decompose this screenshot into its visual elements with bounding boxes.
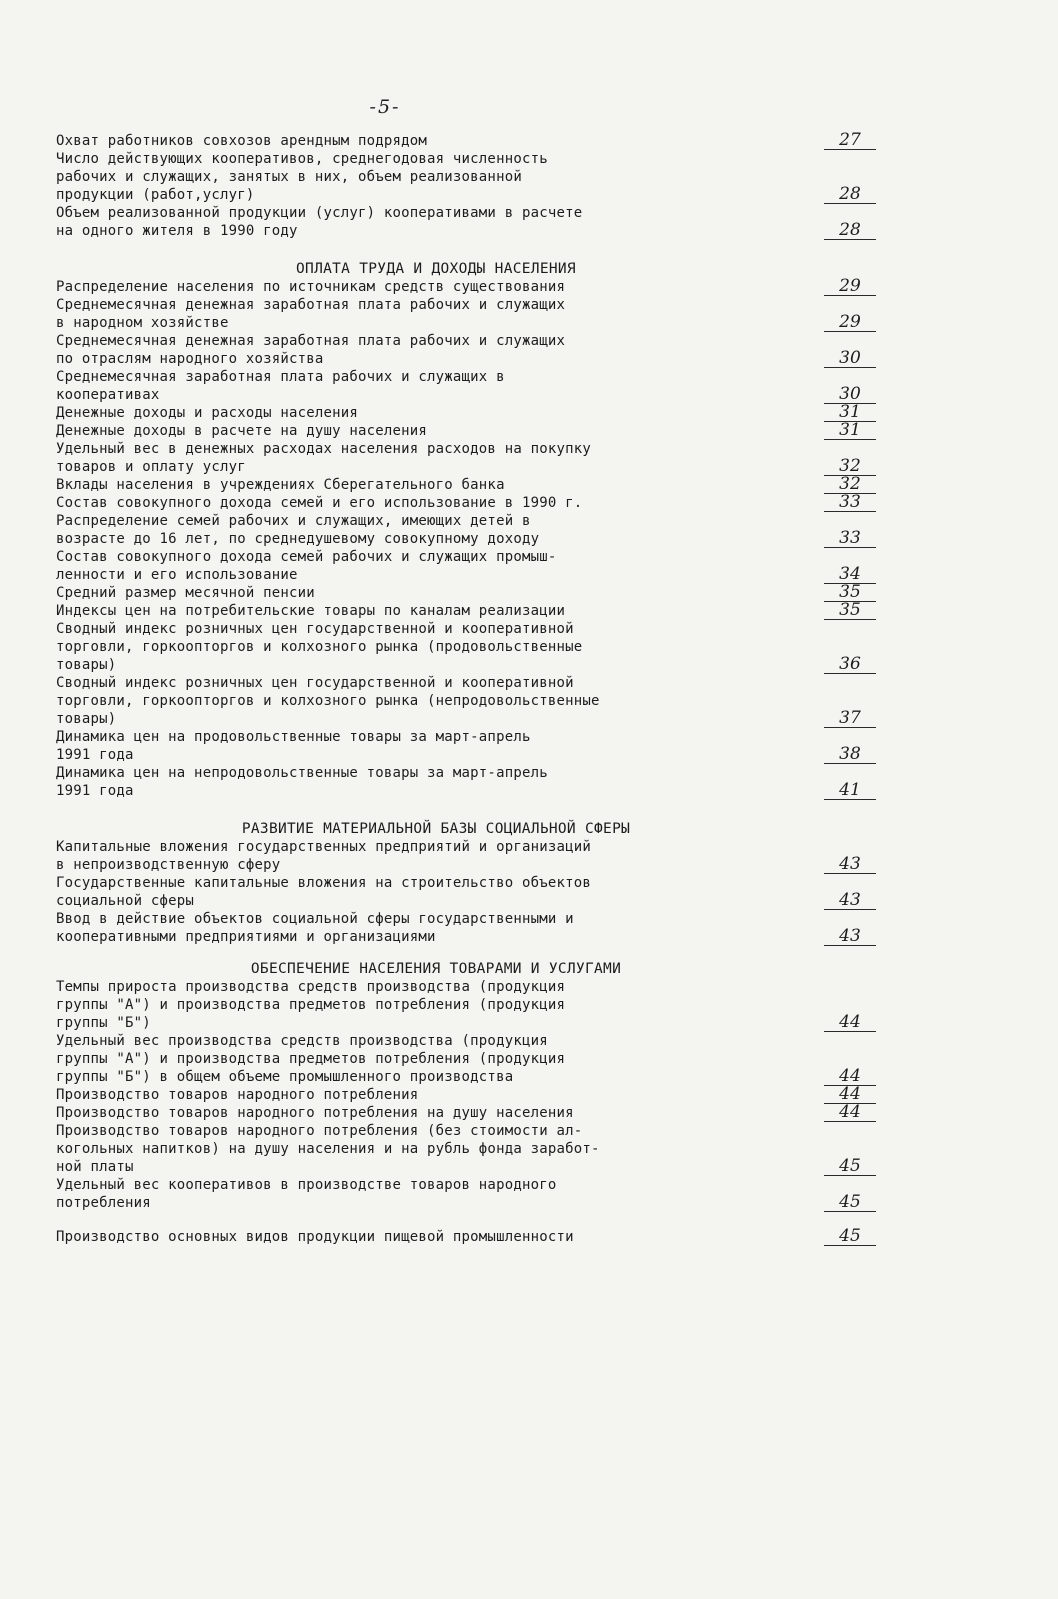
toc-entry-title: Ввод в действие объектов социальной сферы государственными и кооперативными предприятиями и организациями	[56, 911, 574, 945]
toc-entry-page: 45	[824, 1157, 876, 1176]
toc-entry	[56, 296, 876, 332]
toc-entry-title: Удельный вес производства средств производства (продукция группы "А") и производства предметов потребления (продукция группы "Б") в общем объеме промышленного производства	[56, 1033, 566, 1085]
toc-section-general	[56, 132, 876, 240]
toc-entry-title: Государственные капитальные вложения на строительство объектов социальной сферы	[56, 875, 591, 909]
toc-entry-title: Денежные доходы в расчете на душу населения	[56, 423, 428, 439]
section-heading: ОПЛАТА ТРУДА И ДОХОДЫ НАСЕЛЕНИЯ	[296, 261, 576, 277]
toc-entry-title: Средний размер месячной пенсии	[56, 585, 315, 601]
toc-entry-page: 41	[824, 781, 876, 800]
toc-entry	[56, 1176, 876, 1212]
toc-entry	[56, 1104, 876, 1122]
toc-entry	[56, 204, 876, 240]
toc-section-social-infrastructure	[56, 820, 876, 946]
toc-entry-title: Состав совокупного дохода семей рабочих и служащих промыш- ленности и его использование	[56, 549, 557, 583]
toc-entry-page: 45	[824, 1193, 876, 1212]
toc-entry-title: Среднемесячная денежная заработная плата рабочих и служащих в народном хозяйстве	[56, 297, 566, 331]
toc-entry	[56, 1086, 876, 1104]
toc-entry-title: Охват работников совхозов арендным подрядом	[56, 133, 428, 149]
toc-entry	[56, 476, 876, 494]
toc-entry-page: 43	[824, 891, 876, 910]
toc-entry	[56, 910, 876, 946]
toc-entry-title: Распределение населения по источникам средств существования	[56, 279, 566, 295]
toc-entry-page: 29	[824, 313, 876, 332]
toc-entry-title: Динамика цен на продовольственные товары за март-апрель 1991 года	[56, 729, 531, 763]
toc-entry-page: 30	[824, 349, 876, 368]
toc-entry-title: Сводный индекс розничных цен государственной и кооперативной торговли, горкоопторгов и колхозного рынка (продовольственные товары)	[56, 621, 583, 673]
toc-entry-title: Среднемесячная заработная плата рабочих и служащих в кооперативах	[56, 369, 505, 403]
toc-entry-page: 33	[824, 529, 876, 548]
toc-entry-page: 44	[824, 1013, 876, 1032]
toc-entry	[56, 874, 876, 910]
toc-entry-page: 43	[824, 855, 876, 874]
toc-entry	[56, 368, 876, 404]
toc-entry-page: 31	[824, 403, 876, 422]
table-of-contents	[56, 132, 876, 1246]
toc-entry-page: 44	[824, 1085, 876, 1104]
toc-entry-title: Динамика цен на непродовольственные товары за март-апрель 1991 года	[56, 765, 548, 799]
toc-entry	[56, 404, 876, 422]
toc-entry-page: 28	[824, 185, 876, 204]
toc-section-wages-income	[56, 260, 876, 800]
toc-entry-title: Объем реализованной продукции (услуг) кооперативами в расчете на одного жителя в 1990 году	[56, 205, 583, 239]
toc-entry	[56, 602, 876, 620]
section-heading: РАЗВИТИЕ МАТЕРИАЛЬНОЙ БАЗЫ СОЦИАЛЬНОЙ СФЕРЫ	[241, 821, 631, 837]
toc-section-goods-services	[56, 960, 876, 1246]
toc-entry	[56, 620, 876, 674]
toc-entry	[56, 584, 876, 602]
toc-entry-title: Производство товаров народного потребления (без стоимости ал- когольных напитков) на душу населения и на рубль фонда заработ- ной платы	[56, 1123, 600, 1175]
toc-entry-title: Распределение семей рабочих и служащих, имеющих детей в возрасте до 16 лет, по среднедушевому совокупному доходу	[56, 513, 540, 547]
toc-entry-title: Число действующих кооперативов, среднегодовая численность рабочих и служащих, занятых в них, объем реализованной продукции (работ,услуг)	[56, 151, 548, 203]
toc-entry	[56, 1122, 876, 1176]
toc-entry-page: 43	[824, 927, 876, 946]
toc-entry	[56, 1032, 876, 1086]
toc-entry-title: Производство товаров народного потребления на душу населения	[56, 1105, 574, 1121]
toc-entry-title: Денежные доходы и расходы населения	[56, 405, 359, 421]
toc-entry-title: Производство товаров народного потребления	[56, 1087, 419, 1103]
toc-entry-page: 36	[824, 655, 876, 674]
toc-entry-page: 28	[824, 221, 876, 240]
toc-entry	[56, 978, 876, 1032]
toc-entry	[56, 332, 876, 368]
page-number: -5-	[369, 96, 401, 118]
toc-entry-page: 27	[824, 131, 876, 150]
toc-entry	[56, 494, 876, 512]
toc-entry	[56, 764, 876, 800]
toc-entry-title: Среднемесячная денежная заработная плата рабочих и служащих по отраслям народного хозяйства	[56, 333, 566, 367]
toc-entry-title: Вклады населения в учреждениях Сберегательного банка	[56, 477, 505, 493]
toc-entry-title: Производство основных видов продукции пищевой промышленности	[56, 1229, 574, 1245]
toc-entry	[56, 512, 876, 548]
section-heading: ОБЕСПЕЧЕНИЕ НАСЕЛЕНИЯ ТОВАРАМИ И УСЛУГАМИ	[250, 961, 622, 977]
toc-entry-page: 44	[824, 1103, 876, 1122]
toc-entry	[56, 278, 876, 296]
toc-entry-title: Состав совокупного дохода семей и его использование в 1990 г.	[56, 495, 583, 511]
toc-entry	[56, 728, 876, 764]
toc-entry-page: 34	[824, 565, 876, 584]
toc-entry	[56, 440, 876, 476]
toc-entry-title: Индексы цен на потребительские товары по каналам реализации	[56, 603, 566, 619]
toc-entry-page: 30	[824, 385, 876, 404]
toc-entry	[56, 548, 876, 584]
toc-entry-title: Удельный вес кооперативов в производстве товаров народного потребления	[56, 1177, 557, 1211]
toc-entry	[56, 422, 876, 440]
toc-entry-page: 35	[824, 601, 876, 620]
toc-entry-title: Удельный вес в денежных расходах населения расходов на покупку товаров и оплату услуг	[56, 441, 591, 475]
toc-entry	[56, 838, 876, 874]
toc-entry-title: Капитальные вложения государственных предприятий и организаций в непроизводственную сферу	[56, 839, 591, 873]
toc-entry-page: 45	[824, 1227, 876, 1246]
toc-entry-page: 35	[824, 583, 876, 602]
toc-entry-page: 32	[824, 475, 876, 494]
toc-entry-title: Темпы прироста производства средств производства (продукция группы "А") и производства предметов потребления (продукция группы "Б")	[56, 979, 566, 1031]
toc-entry	[56, 132, 876, 150]
toc-entry-page: 29	[824, 277, 876, 296]
toc-entry-page: 38	[824, 745, 876, 764]
toc-entry	[56, 1228, 876, 1246]
toc-entry-title: Сводный индекс розничных цен государственной и кооперативной торговли, горкоопторгов и колхозного рынка (непродовольственные товары)	[56, 675, 600, 727]
toc-entry-page: 37	[824, 709, 876, 728]
toc-entry-page: 32	[824, 457, 876, 476]
toc-entry-page: 44	[824, 1067, 876, 1086]
toc-entry-page: 33	[824, 493, 876, 512]
toc-entry	[56, 150, 876, 204]
toc-entry	[56, 674, 876, 728]
toc-entry-page: 31	[824, 421, 876, 440]
